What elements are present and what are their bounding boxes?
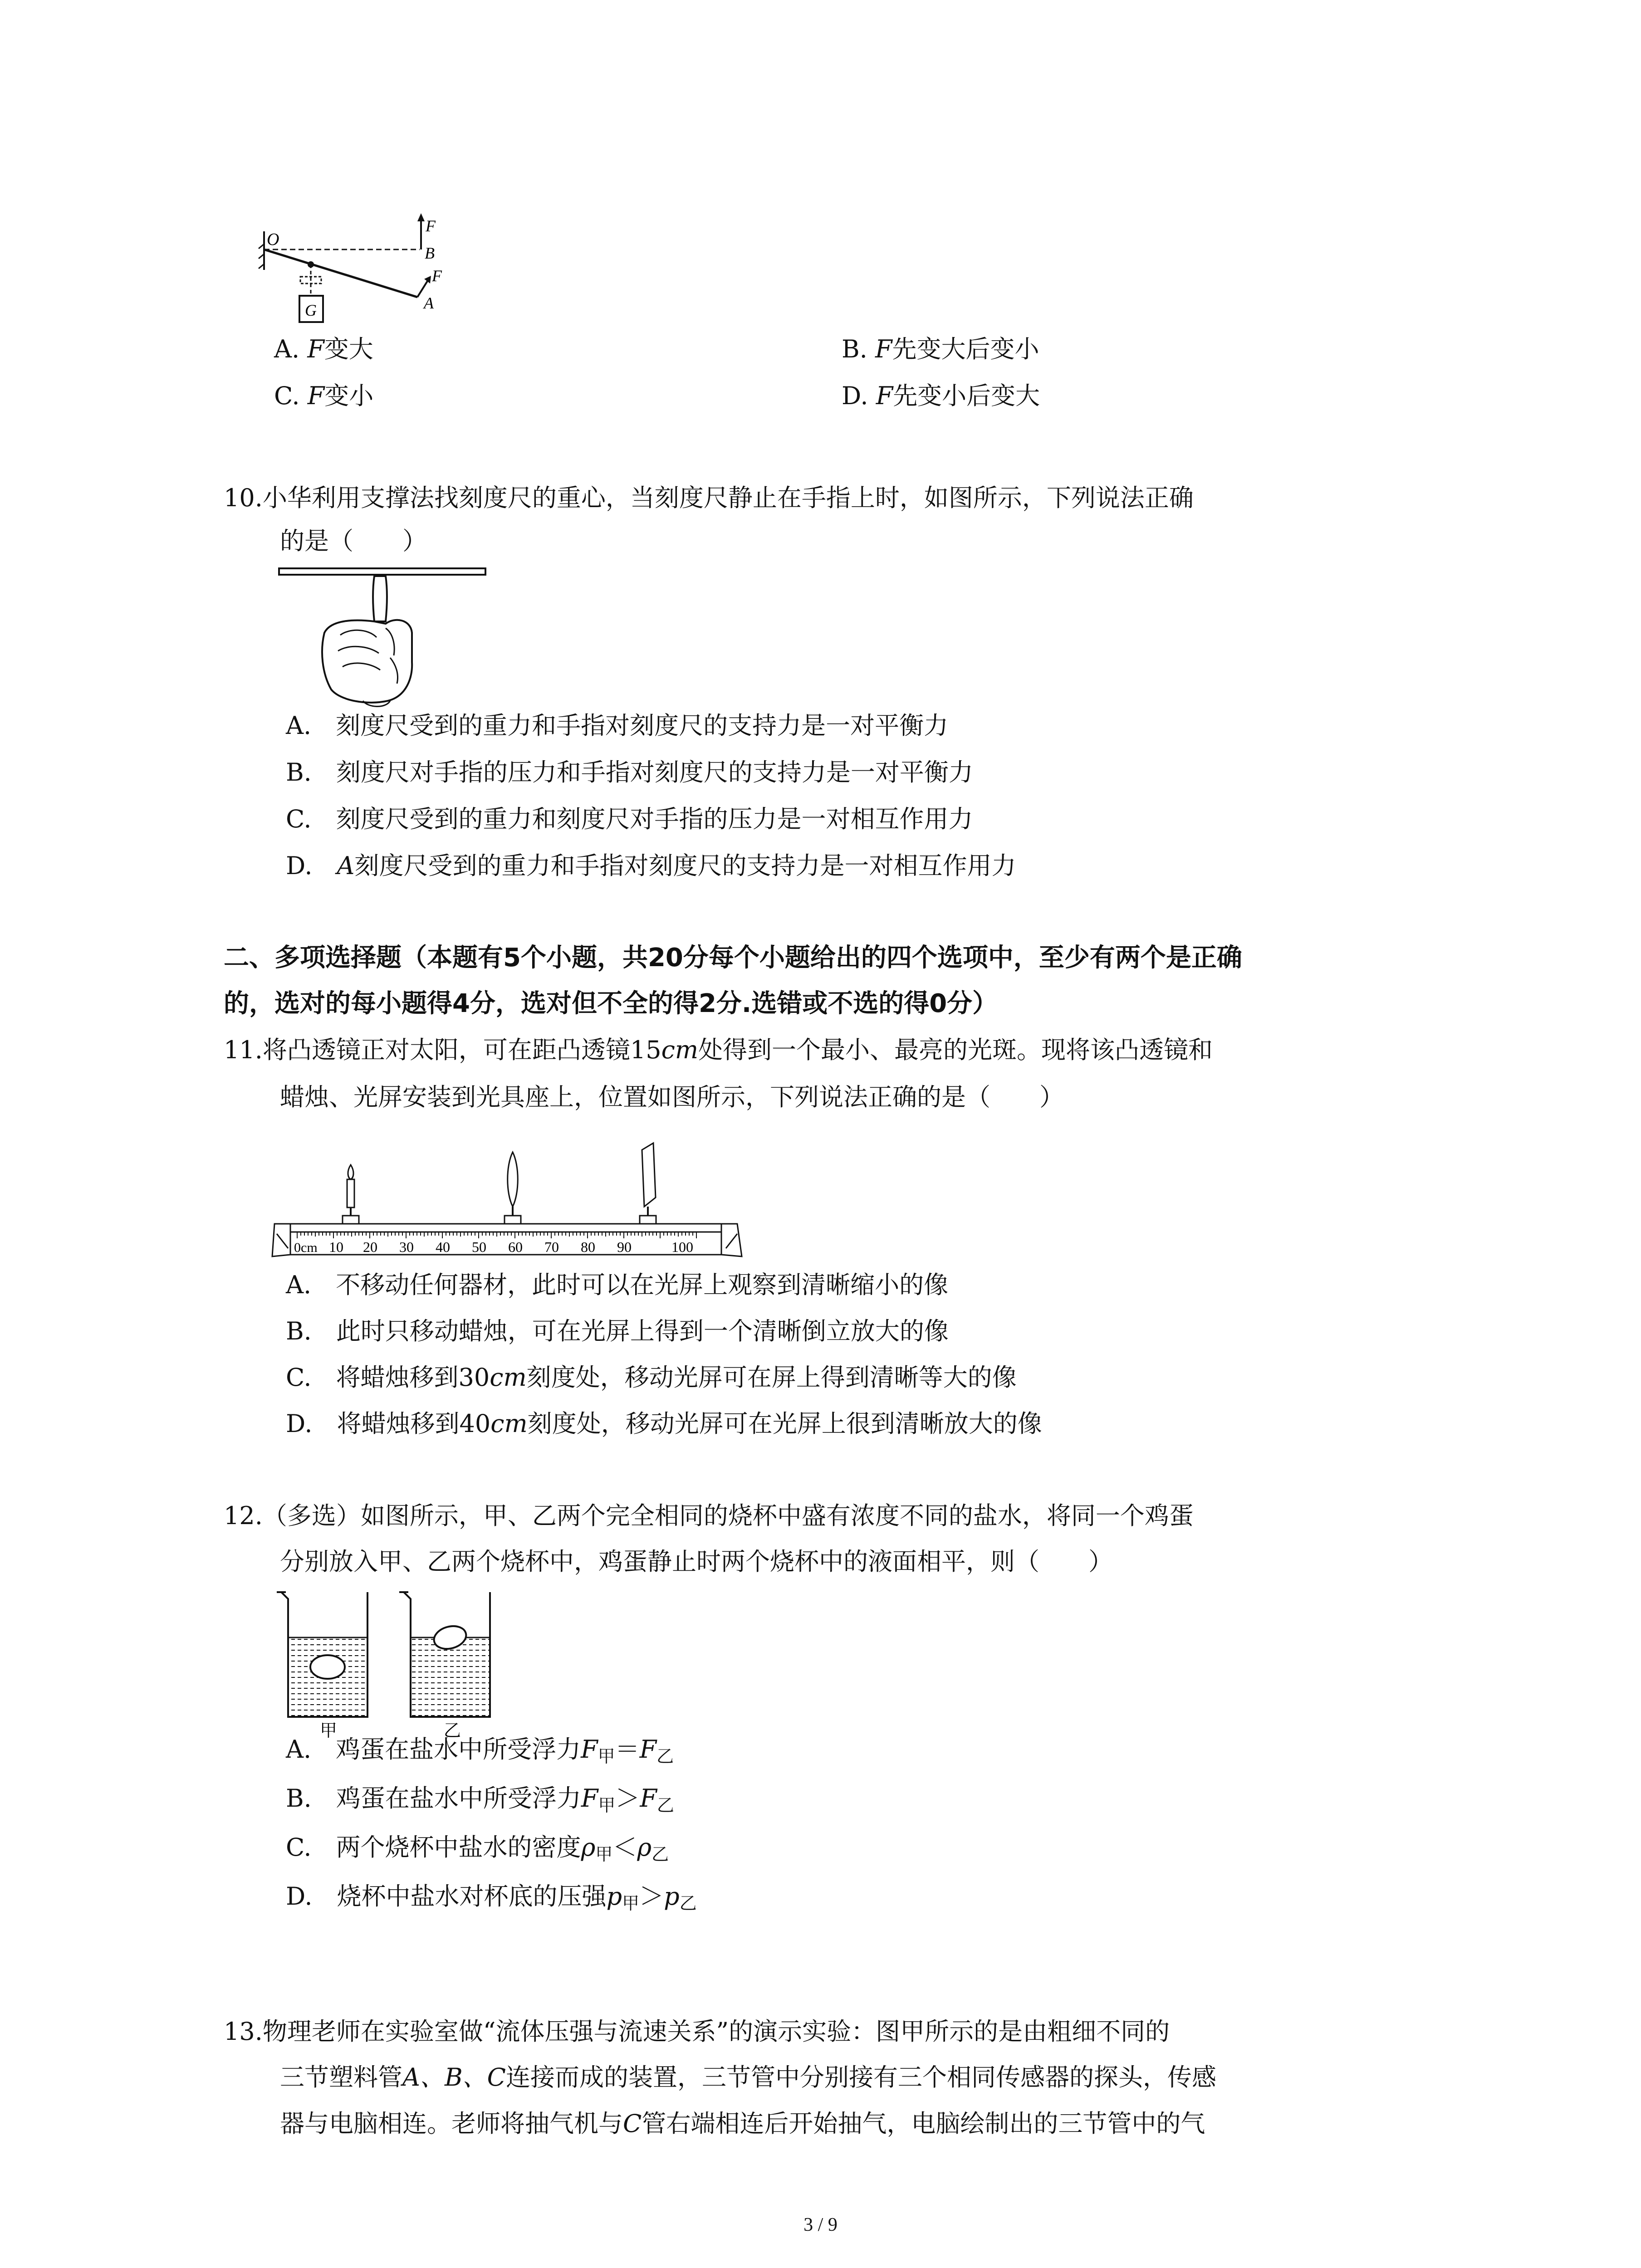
ruler-label-80: 80 [581,1239,595,1255]
lever-figure [254,213,463,331]
ruler-label-100: 100 [671,1239,693,1255]
ruler-label-20: 20 [363,1239,377,1255]
q10-stem-line2: 的是（ ） [280,527,427,555]
label-g: G [305,301,317,319]
label-f-side: F [432,267,442,285]
ruler-label-90: 90 [617,1239,632,1255]
label-b: B [425,244,435,262]
q10-option-d[interactable]: D. A刻度尺受到的重力和手指对刻度尺的支持力是一对相互作用力 [286,851,1016,880]
ruler-label-40: 40 [436,1239,450,1255]
q9-option-a[interactable]: A. F变大 [274,335,373,363]
ruler-label-70: 70 [544,1239,559,1255]
q12-option-d[interactable]: D. 烧杯中盐水对杯底的压强$p_甲>p_乙$ [286,1882,697,1913]
q13-line2: 三节塑料管A、B、C连接而成的装置，三节管中分别接有三个相同传感器的探头，传感 [280,2063,1216,2092]
ruler-label-30: 30 [399,1239,414,1255]
q12-option-a[interactable]: A. 鸡蛋在盐水中所受浮力$F_甲=F_乙$ [286,1735,674,1766]
q9-option-b[interactable]: B. F先变大后变小 [842,335,1039,363]
page-number: 3 / 9 [803,2214,838,2235]
q13-line1: 13.物理老师在实验室做“流体压强与流速关系”的演示实验：图甲所示的是由粗细不同的 [224,2017,1170,2046]
q11-option-a[interactable]: A. 不移动任何器材，此时可以在光屏上观察到清晰缩小的像 [286,1271,949,1299]
label-f-top: F [426,217,436,235]
label-a: A [424,294,434,312]
q13-line3: 器与电脑相连。老师将抽气机与C管右端相连后开始抽气，电脑绘制出的三节管中的气 [280,2109,1205,2138]
q11-stem-line1: 11.将凸透镜正对太阳，可在距凸透镜15cm处得到一个最小、最亮的光斑。现将该凸透镜和 [224,1036,1213,1064]
beakers-figure [272,1588,526,1740]
q11-option-d[interactable]: D. 将蜡烛移到40cm刻度处，移动光屏可在光屏上很到清晰放大的像 [286,1409,1042,1438]
q9-option-d[interactable]: D. F先变小后变大 [842,381,1040,410]
optical-bench-figure [272,1143,744,1279]
q12-option-c[interactable]: C. 两个烧杯中盐水的密度$\rho_甲<\rho_乙$ [286,1833,669,1864]
label-o: O [267,230,279,249]
q10-option-a[interactable]: A. 刻度尺受到的重力和手指对刻度尺的支持力是一对平衡力 [286,711,949,740]
beaker-label-jia: 甲 [320,1721,338,1740]
q11-option-b[interactable]: B. 此时只移动蜡烛，可在光屏上得到一个清晰倒立放大的像 [286,1317,949,1345]
q11-stem-line2: 蜡烛、光屏安装到光具座上，位置如图所示，下列说法正确的是（ ） [280,1083,1064,1111]
q10-option-b[interactable]: B. 刻度尺对手指的压力和手指对刻度尺的支持力是一对平衡力 [286,758,973,787]
q10-option-c[interactable]: C. 刻度尺受到的重力和刻度尺对手指的压力是一对相互作用力 [286,805,973,833]
q9-option-c[interactable]: C. F变小 [274,381,374,410]
ruler-label-0: 0cm [294,1240,318,1255]
ruler-label-60: 60 [508,1239,523,1255]
section2-heading-line2: 的，选对的每小题得4分，选对但不全的得2分.选错或不选的得0分） [224,989,998,1018]
q12-option-b[interactable]: B. 鸡蛋在盐水中所受浮力$F_甲>F_乙$ [286,1784,674,1815]
ruler-label-10: 10 [329,1239,343,1255]
beaker-label-yi: 乙 [444,1721,461,1740]
q10-stem-line1: 10.小华利用支撑法找刻度尺的重心，当刻度尺静止在手指上时，如图所示，下列说法正确 [224,484,1194,512]
q11-option-c[interactable]: C. 将蜡烛移到30cm刻度处，移动光屏可在屏上得到清晰等大的像 [286,1363,1017,1392]
q12-stem-line2: 分别放入甲、乙两个烧杯中，鸡蛋静止时两个烧杯中的液面相平，则（ ） [280,1547,1113,1576]
ruler-label-50: 50 [472,1239,486,1255]
section2-heading-line1: 二、多项选择题（本题有5个小题，共20分每个小题给出的四个选项中，至少有两个是正确 [224,943,1242,973]
ruler-on-finger-figure [277,565,490,710]
q12-stem-line1: 12.（多选）如图所示，甲、乙两个完全相同的烧杯中盛有浓度不同的盐水，将同一个鸡蛋 [224,1501,1194,1530]
